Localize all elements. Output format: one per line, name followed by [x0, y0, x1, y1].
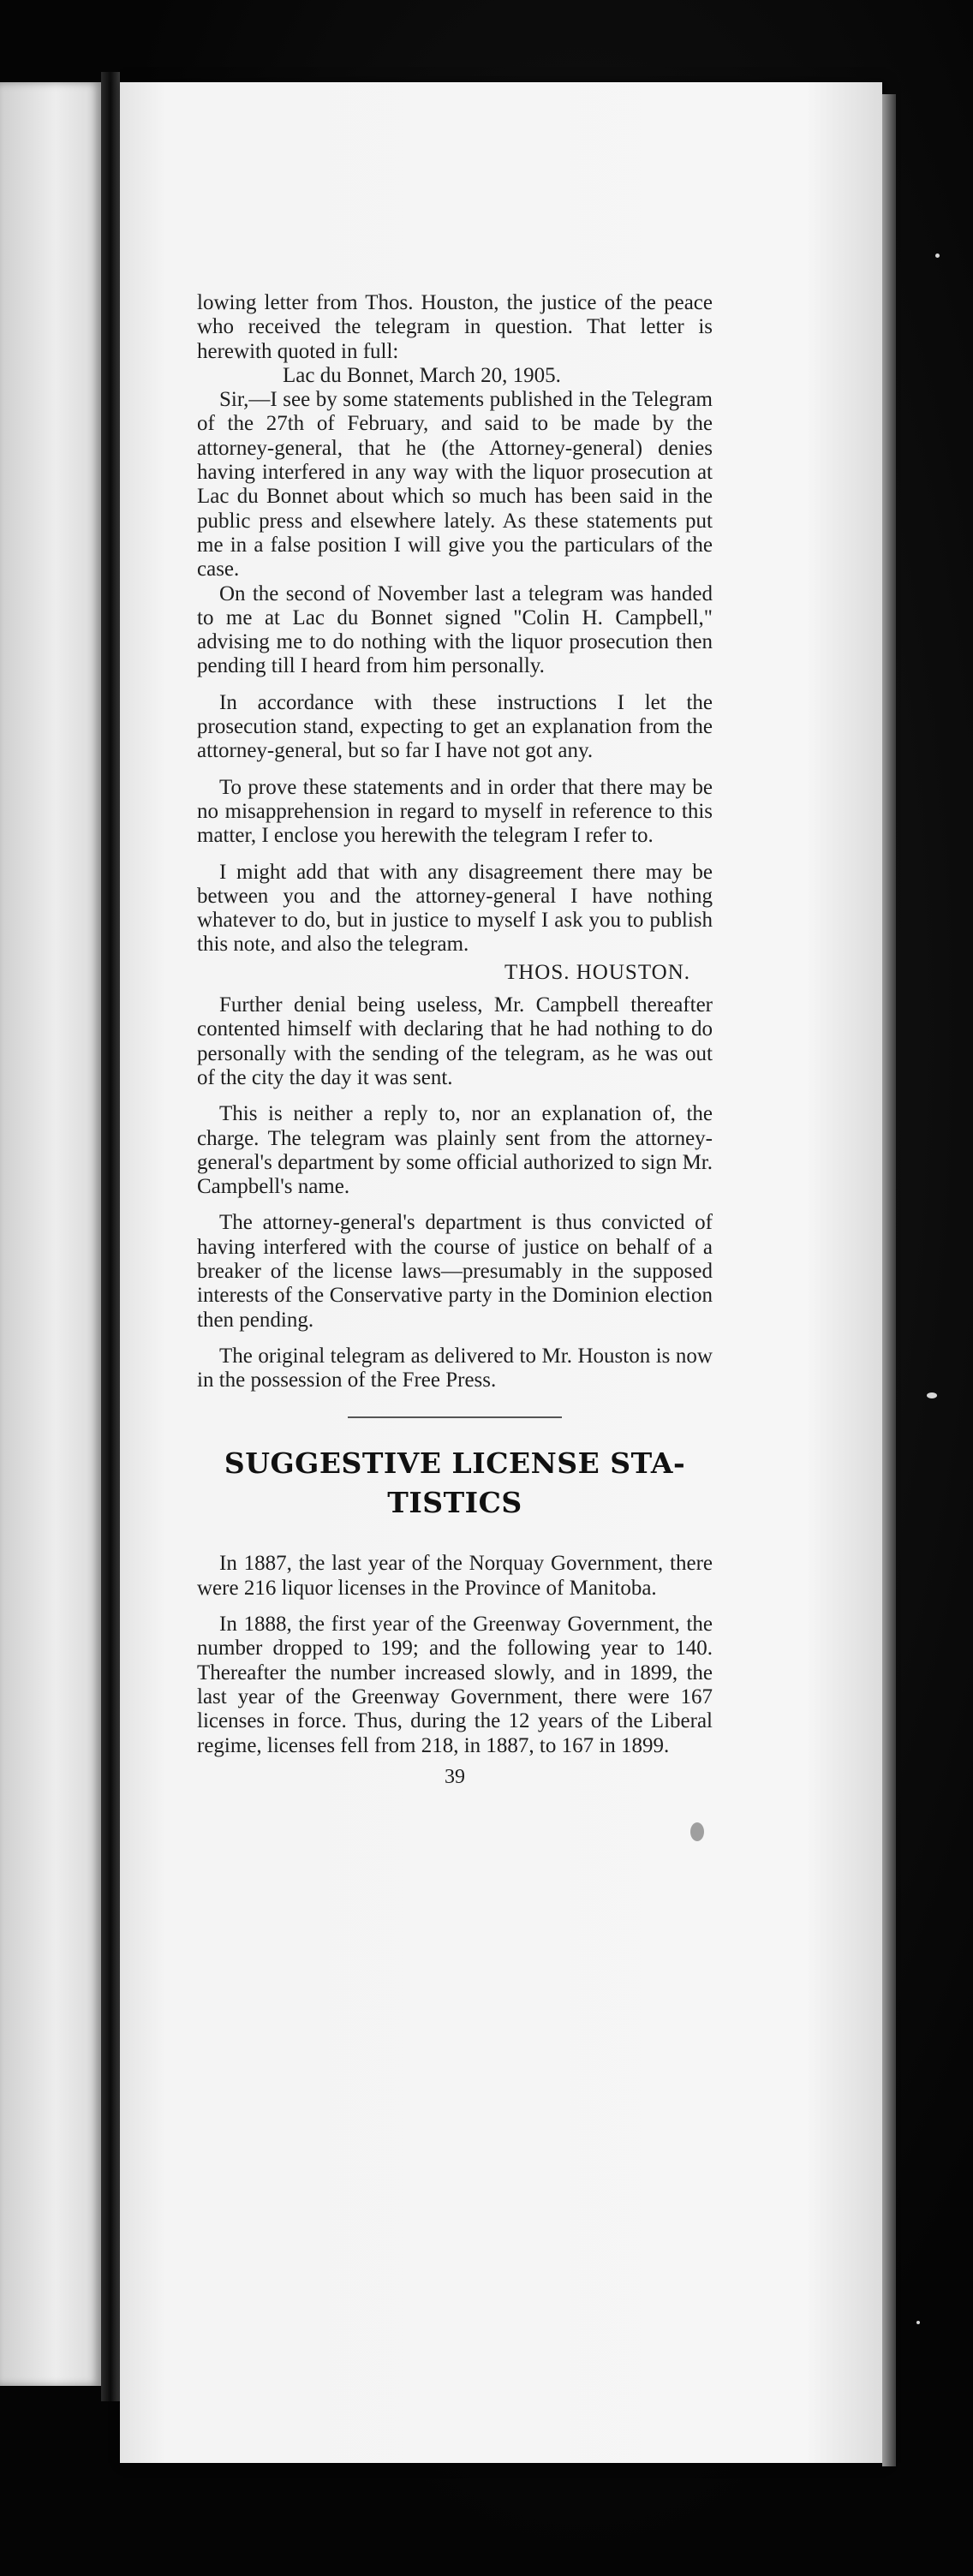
- body-paragraph: The original telegram as delivered to Mr. Houston is now in the possession of the Free Press.: [197, 1344, 713, 1392]
- page-edge-shadow: [882, 94, 896, 2466]
- page-number: 39: [445, 1765, 465, 1788]
- letter-signature: THOS. HOUSTON.: [504, 960, 690, 984]
- body-paragraph: Further denial being useless, Mr. Campbell thereafter contented himself with declaring that he had nothing to do personally with the sending of the telegram, as he was out of the city the day it was sent.: [197, 993, 713, 1089]
- book-gutter: [101, 72, 120, 2401]
- letter-paragraph: I might add that with any disagreement there may be between you and the attorney-general I have nothing whatever to do, but in justice to myself I ask you to publish this note, and also the telegram.: [197, 860, 713, 957]
- letter-paragraph: To prove these statements and in order that there may be no misapprehension in regard to myself in reference to this matter, I enclose you herewith the telegram I refer to.: [197, 775, 713, 848]
- opening-paragraph: lowing letter from Thos. Houston, the justice of the peace who received the telegram in question. That letter is herewith quoted in full:: [197, 291, 713, 363]
- section-heading-line: SUGGESTIVE LICENSE STA-: [224, 1446, 686, 1481]
- body-paragraph: The attorney-general's department is thus convicted of having interfered with the course of justice on behalf of a breaker of the license laws—presumably in the supposed interests of the Conservative party in the Dominion election then pending.: [197, 1211, 713, 1332]
- letter-paragraph: In accordance with these instructions I let the prosecution stand, expecting to get an explanation from the attorney-general, but so far I have not got any.: [197, 690, 713, 763]
- letter-paragraph: Sir,—I see by some statements published in the Telegram of the 27th of February, and said to be made by the attorney-general, that he (the Attorney-general) denies having interfered in any way with the liquor prosecution at Lac du Bonnet about which so much has been said in the public press and elsewhere lately. As these statements put me in a false position I will give you the particulars of the case.: [197, 388, 713, 581]
- section-paragraph: In 1887, the last year of the Norquay Government, there were 216 liquor licenses in the Province of Manitoba.: [197, 1552, 713, 1600]
- section-divider: [348, 1416, 562, 1418]
- dust-speck: [935, 253, 940, 258]
- body-paragraph: This is neither a reply to, nor an explanation of, the charge. The telegram was plainly sent from the attorney-general's department by some official authorized to sign Mr. Campbell's name.: [197, 1102, 713, 1199]
- ink-smudge: [690, 1822, 704, 1841]
- section-heading: [197, 1444, 713, 1523]
- facing-page-edge: [0, 82, 101, 2386]
- document-text-column: [197, 291, 713, 1789]
- dust-speck: [916, 2321, 920, 2324]
- section-heading-line: TISTICS: [387, 1486, 522, 1520]
- dust-speck: [927, 1392, 937, 1398]
- letter-paragraph: On the second of November last a telegram was handed to me at Lac du Bonnet signed "Colin H. Campbell," advising me to do nothing with the liquor prosecution then pending till I heard from him personally.: [197, 581, 713, 678]
- section-paragraph: In 1888, the first year of the Greenway Government, the number dropped to 199; and the following year to 140. Thereafter the number increased slowly, and in 1899, the last year of the Greenway Government, there were 167 licenses in force. Thus, during the 12 years of the Liberal regime, licenses fell from 218, in 1887, to 167 in 1899.: [197, 1613, 713, 1757]
- letter-dateline: Lac du Bonnet, March 20, 1905.: [283, 363, 561, 387]
